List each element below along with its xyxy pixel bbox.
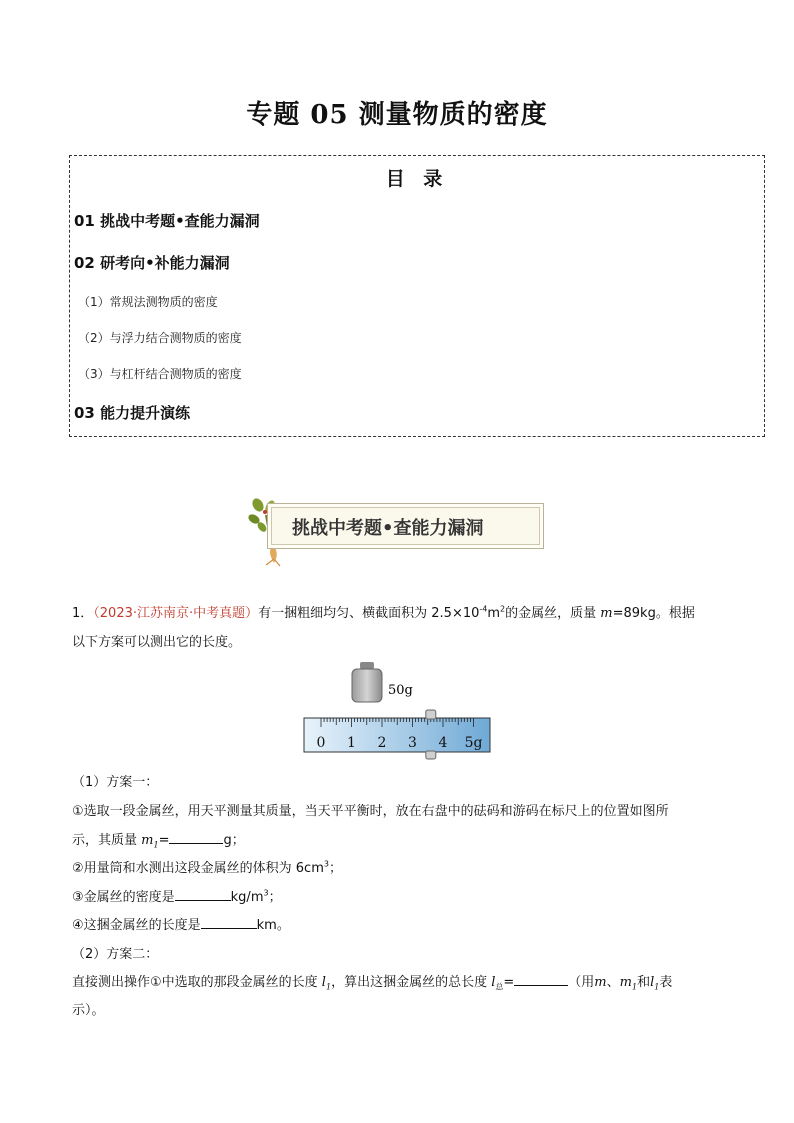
balance-scale-figure — [300, 660, 495, 760]
weight-label: 50g — [388, 683, 413, 698]
answer-blank-m1[interactable] — [169, 831, 223, 844]
scale-label: 1 — [347, 735, 356, 751]
step-2: ②用量筒和水测出这段金属丝的体积为 $6cm^3$； — [72, 859, 342, 876]
question-1-stem: 1．（2023·江苏南京·中考真题）有一捆粗细均匀、横截面积为 $2.5\times 10^{-4}m^2$的金属丝，质量 m=89kg。根据 — [72, 604, 695, 621]
toc-subitem-3[interactable]: （3）与杠杆结合测物质的密度 — [78, 367, 242, 381]
answer-blank-density[interactable] — [175, 888, 231, 901]
table-of-contents — [69, 155, 765, 437]
toc-subitem-1[interactable]: （1）常规法测物质的密度 — [78, 295, 218, 309]
rider-bottom[interactable] — [426, 751, 436, 759]
rider-top[interactable] — [426, 710, 436, 719]
weight-icon — [352, 662, 382, 702]
scale-label: 3 — [408, 735, 417, 751]
section-banner — [244, 497, 548, 567]
step-1-line1: ①选取一段金属丝，用天平测量其质量，当天平平衡时，放在右盘中的砝码和游码在标尺上的位置如图所 — [72, 804, 669, 819]
page-title: 专题 05 测量物质的密度 — [246, 100, 548, 130]
toc-subitem-2[interactable]: （2）与浮力结合测物质的密度 — [78, 331, 242, 345]
question-1-stem-line2: 以下方案可以测出它的长度。 — [72, 635, 242, 650]
step-4: ④这捆金属丝的长度是 km。 — [72, 918, 290, 933]
banner-label: 挑战中考题•查能力漏洞 — [292, 518, 484, 539]
step-1-line2: 示，其质量 $m_1= g$； — [72, 833, 245, 850]
part-2-line1: 直接测出操作①中选取的那段金属丝的长度 $l_1$，算出这捆金属丝的总长度 $l_总=$ （用m、$m_1$和$l_1$表 — [72, 975, 673, 992]
toc-item-section-01[interactable]: 01 挑战中考题•查能力漏洞 — [74, 212, 260, 230]
question-source: （2023·江苏南京·中考真题） — [93, 606, 259, 621]
part-1-label: （1）方案一： — [72, 775, 159, 790]
scale-label: 0 — [316, 735, 326, 751]
toc-heading: 目 录 — [385, 168, 449, 190]
step-3: ③金属丝的密度是 $kg/m^3$； — [72, 888, 282, 905]
scale-label: 5g — [464, 735, 483, 751]
answer-blank-total-length[interactable] — [514, 973, 568, 986]
toc-item-section-03[interactable]: 03 能力提升演练 — [74, 404, 191, 422]
answer-blank-length[interactable] — [201, 916, 257, 929]
scale-label: 4 — [438, 735, 448, 751]
scale-label: 2 — [377, 735, 387, 751]
part-2-line2: 示）。 — [72, 1003, 105, 1018]
toc-item-section-02[interactable]: 02 研考向•补能力漏洞 — [74, 254, 230, 272]
part-2-label: （2）方案二： — [72, 947, 159, 962]
